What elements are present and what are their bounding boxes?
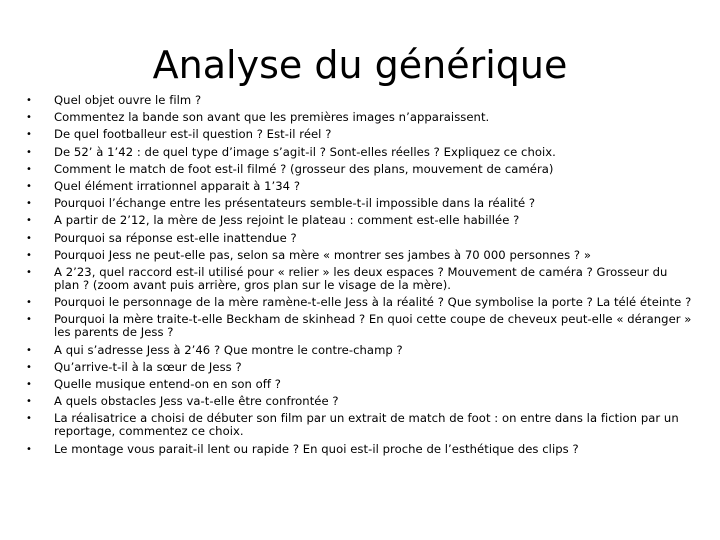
question-text: De 52’ à 1’42 : de quel type d’image s’agit-il ? Sont-elles réelles ? Expliquez ce choix. <box>54 144 556 159</box>
bullet-icon: • <box>26 249 32 261</box>
bullet-icon: • <box>26 198 32 210</box>
question-text: Pourquoi Jess ne peut-elle pas, selon sa mère « montrer ses jambes à 70 000 personnes ? » <box>54 247 591 262</box>
list-item <box>26 443 694 456</box>
question-text: A partir de 2’12, la mère de Jess rejoint le plateau : comment est-elle habillée ? <box>54 213 520 228</box>
bullet-icon: • <box>26 129 32 141</box>
bullet-icon: • <box>26 215 32 227</box>
list-item <box>26 313 694 339</box>
bullet-icon: • <box>26 443 32 455</box>
question-text: A qui s’adresse Jess à 2’46 ? Que montre le contre-champ ? <box>54 342 403 357</box>
question-text: De quel footballeur est-il question ? Est-il réel ? <box>54 127 332 142</box>
slide-title: Analyse du générique <box>152 43 568 87</box>
bullet-icon: • <box>26 413 32 425</box>
bullet-icon: • <box>26 112 32 124</box>
list-item <box>26 146 694 159</box>
bullet-icon: • <box>26 379 32 390</box>
bullet-icon: • <box>26 314 32 326</box>
list-item <box>26 249 694 262</box>
question-text: A quels obstacles Jess va-t-elle être confrontée ? <box>54 394 339 409</box>
question-text: Quelle musique entend-on en son off ? <box>54 377 281 391</box>
list-item <box>26 94 694 107</box>
question-text: Pourquoi le personnage de la mère ramène-t-elle Jess à la réalité ? Que symbolise la porte ? La télé éteinte ? <box>54 295 692 310</box>
list-item <box>26 266 694 292</box>
question-text: Quel élément irrationnel apparait à 1’34 ? <box>54 178 301 193</box>
bullet-icon: • <box>26 297 32 309</box>
list-item <box>26 344 694 357</box>
list-item <box>26 395 694 408</box>
bullet-icon: • <box>26 232 32 244</box>
question-text: A 2’23, quel raccord est-il utilisé pour « relier » les deux espaces ? Mouvement de caméra ? Grosseur du plan ? (zoom avant puis arrière, gros plan sur le visage de la mère). <box>54 264 668 292</box>
list-item <box>26 163 694 176</box>
question-text: Pourquoi l’échange entre les présentateurs semble-t-il impossible dans la réalité ? <box>54 196 536 211</box>
bullet-icon: • <box>26 361 32 373</box>
bullet-icon: • <box>26 344 32 356</box>
question-text: La réalisatrice a choisi de débuter son film par un extrait de match de foot : on entre dans la fiction par un reportage, commentez ce choix. <box>54 411 679 439</box>
question-text: Le montage vous parait-il lent ou rapide ? En quoi est-il proche de l’esthétique des clips ? <box>54 441 579 456</box>
question-text: Qu’arrive-t-il à la sœur de Jess ? <box>54 359 242 374</box>
bullet-icon: • <box>26 396 32 408</box>
bullet-icon: • <box>26 266 32 278</box>
list-item <box>26 361 694 374</box>
question-text: Pourquoi sa réponse est-elle inattendue ? <box>54 230 297 245</box>
question-text: Quel objet ouvre le film ? <box>54 93 202 107</box>
list-item <box>26 412 694 438</box>
question-text: Commentez la bande son avant que les premières images n’apparaissent. <box>54 110 490 125</box>
list-item <box>26 232 694 245</box>
list-item <box>26 214 694 227</box>
question-list <box>26 94 694 460</box>
list-item <box>26 128 694 141</box>
bullet-icon: • <box>26 163 32 175</box>
question-text: Pourquoi la mère traite-t-elle Beckham de skinhead ? En quoi cette coupe de cheveux peut-elle « déranger » les parents de Jess ? <box>54 312 692 340</box>
list-item <box>26 378 694 391</box>
list-item <box>26 296 694 309</box>
bullet-icon: • <box>26 95 32 106</box>
list-item <box>26 180 694 193</box>
bullet-icon: • <box>26 180 32 192</box>
question-text: Comment le match de foot est-il filmé ? (grosseur des plans, mouvement de caméra) <box>54 161 554 176</box>
list-item <box>26 197 694 210</box>
bullet-icon: • <box>26 146 32 158</box>
list-item <box>26 111 694 124</box>
